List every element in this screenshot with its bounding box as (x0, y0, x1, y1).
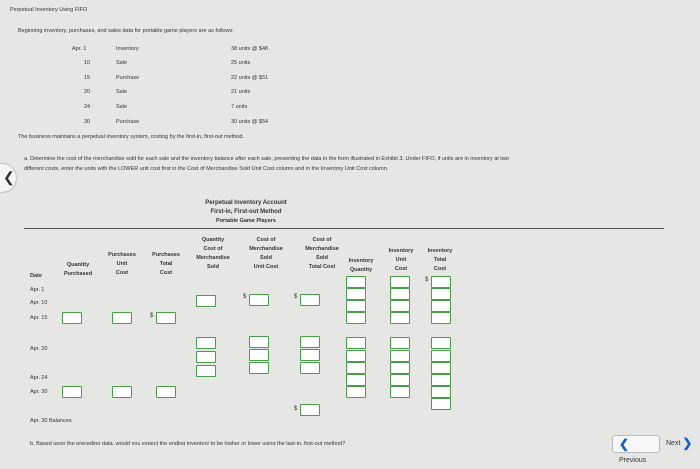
inv-qty-input[interactable] (346, 386, 366, 398)
inv-total-cost-input[interactable] (431, 374, 451, 386)
col-cogs-total-cost-4: Total Cost (308, 264, 336, 270)
cogs-qty-input[interactable] (196, 295, 216, 307)
transaction-type: Purchase (116, 75, 140, 81)
purchase-total-cost-input[interactable] (156, 386, 176, 398)
col-purchase-unit-cost: Purchases (108, 252, 136, 258)
inv-total-cost-input[interactable] (431, 300, 451, 312)
transaction-detail: 38 units @ $48 (231, 46, 269, 52)
inv-qty-input[interactable] (346, 288, 366, 300)
next-button[interactable] (664, 435, 696, 453)
col-inv-unit-cost-3: Cost (394, 266, 408, 272)
inv-qty-input[interactable] (346, 300, 366, 312)
col-qty-purchased-2: Purchased (63, 271, 93, 277)
currency-symbol: $ (294, 406, 298, 412)
cogs-qty-input[interactable] (196, 351, 216, 363)
inv-qty-input[interactable] (346, 276, 366, 288)
col-qty-cogs-2: Cost of (203, 246, 223, 252)
inv-total-cost-input[interactable] (431, 386, 451, 398)
col-inv-total-cost-2: Total (433, 257, 447, 263)
cogs-total-cost-input[interactable] (300, 349, 320, 361)
account-method: First-in, First-out Method (210, 209, 282, 215)
previous-label: Previous (619, 456, 647, 464)
intro-text: Beginning inventory, purchases, and sales data for portable game players are as follows: (18, 28, 234, 34)
cogs-balance-total-input[interactable] (300, 404, 320, 416)
purchase-unit-cost-input[interactable] (112, 312, 132, 324)
previous-button[interactable] (612, 435, 660, 464)
col-inv-total-cost-3: Cost (433, 266, 447, 272)
col-purchase-unit-cost-2: Unit (116, 261, 128, 267)
cogs-total-cost-input[interactable] (300, 362, 320, 374)
cogs-unit-cost-input[interactable] (249, 336, 269, 348)
row-label: Apr. 10 (30, 300, 48, 306)
transaction-detail: 22 units @ $51 (231, 75, 269, 81)
transaction-detail: 7 units (231, 104, 248, 110)
chevron-right-icon: ❯ (682, 436, 693, 450)
inv-unit-cost-input[interactable] (390, 386, 410, 398)
row-label: Apr. 24 (30, 375, 48, 381)
side-collapse-tab[interactable] (0, 164, 16, 192)
chevron-left-icon: ❮ (619, 437, 630, 451)
col-purchase-total-cost-3: Cost (159, 270, 173, 276)
col-inv-total-cost: Inventory (427, 248, 453, 254)
row-label: Apr. 30 Balances (30, 418, 72, 424)
col-inv-qty: Inventory (348, 258, 374, 264)
inv-total-cost-input[interactable] (431, 276, 451, 288)
qty-purchased-input[interactable] (62, 386, 82, 398)
inv-total-cost-input[interactable] (431, 350, 451, 362)
transaction-date: 10 (84, 60, 91, 66)
row-label: Apr. 30 (30, 389, 48, 395)
cogs-unit-cost-input[interactable] (249, 362, 269, 374)
inv-unit-cost-input[interactable] (390, 374, 410, 386)
part-b-question: b. Based upon the preceding data, would you expect the ending inventory to be higher or lower using the last-in, first-out method? (30, 441, 346, 445)
col-date: Date (30, 273, 42, 279)
instruction-line: a. Determine the cost of the merchandise sold for each sale and the inventory balance after each sale, presenting the data in the form illustrated in Exhibit 3. Under FIFO, if units are in inventory at two (24, 156, 509, 162)
transaction-date: 20 (84, 89, 91, 95)
transaction-date: 24 (84, 104, 91, 110)
col-inv-unit-cost: Inventory (388, 248, 414, 254)
currency-symbol: $ (425, 277, 429, 283)
row-label: Apr. 1 (30, 287, 45, 293)
account-title: Perpetual Inventory Account (205, 200, 287, 206)
currency-symbol: $ (243, 294, 247, 300)
cogs-qty-input[interactable] (196, 337, 216, 349)
chevron-left-icon: ❮ (3, 169, 15, 185)
col-purchase-total-cost: Purchases (152, 252, 180, 258)
col-qty-cogs-4: Sold (207, 264, 219, 270)
inv-unit-cost-input[interactable] (390, 288, 410, 300)
purchase-total-cost-input[interactable] (156, 312, 176, 324)
transaction-detail: 25 units (231, 60, 251, 66)
transaction-detail: 30 units @ $54 (231, 119, 269, 125)
col-cogs-unit-cost-2: Merchandise (249, 246, 283, 252)
cogs-unit-cost-input[interactable] (249, 349, 269, 361)
inv-qty-input[interactable] (346, 337, 366, 349)
cogs-total-cost-input[interactable] (300, 336, 320, 348)
inv-unit-cost-input[interactable] (390, 300, 410, 312)
col-cogs-total-cost-3: Sold (316, 255, 328, 261)
col-inv-unit-cost-2: Unit (395, 257, 407, 263)
transaction-detail: 21 units (231, 89, 251, 95)
inv-total-cost-input[interactable] (431, 337, 451, 349)
col-qty-cogs-3: Merchandise (196, 255, 230, 261)
inv-total-cost-input[interactable] (431, 398, 451, 410)
currency-symbol: $ (294, 294, 298, 300)
inv-unit-cost-input[interactable] (390, 337, 410, 349)
transaction-type: Inventory (116, 46, 139, 52)
purchase-unit-cost-input[interactable] (112, 386, 132, 398)
transaction-date: 15 (84, 75, 91, 81)
inv-unit-cost-input[interactable] (390, 276, 410, 288)
col-cogs-total-cost: Cost of (312, 237, 332, 243)
col-inv-qty-2: Quantity (349, 267, 373, 273)
account-item: Portable Game Players (216, 218, 276, 224)
inv-qty-input[interactable] (346, 362, 366, 374)
col-cogs-unit-cost-4: Unit Cost (253, 264, 279, 270)
inv-total-cost-input[interactable] (431, 288, 451, 300)
row-label: Apr. 15 (30, 315, 48, 321)
page-title: Perpetual Inventory Using FIFO (10, 7, 88, 13)
col-cogs-unit-cost-3: Sold (260, 255, 272, 261)
transaction-date: Apr. 1 (72, 46, 87, 52)
col-cogs-unit-cost: Cost of (256, 237, 276, 243)
transaction-type: Purchase (116, 119, 140, 125)
instruction-line: different costs, enter the units with the LOWER unit cost first in the Cost of Merchandise Sold Unit Cost column and in the Inventory Unit Cost column. (24, 166, 389, 172)
transaction-type: Sale (116, 89, 128, 95)
col-purchase-total-cost-2: Total (159, 261, 173, 267)
inv-qty-input[interactable] (346, 312, 366, 324)
inv-qty-input[interactable] (346, 374, 366, 386)
transaction-type: Sale (116, 104, 128, 110)
cogs-total-cost-input[interactable] (300, 294, 320, 306)
col-cogs-total-cost-2: Merchandise (305, 246, 339, 252)
inv-total-cost-input[interactable] (431, 312, 451, 324)
inv-qty-input[interactable] (346, 350, 366, 362)
inv-unit-cost-input[interactable] (390, 362, 410, 374)
inv-total-cost-input[interactable] (431, 362, 451, 374)
cogs-qty-input[interactable] (196, 365, 216, 377)
business-note: The business maintains a perpetual inventory system, costing by the first-in, first-out method. (18, 134, 244, 140)
col-qty-purchased: Quantity (66, 262, 90, 268)
col-purchase-unit-cost-3: Cost (115, 270, 129, 276)
inv-unit-cost-input[interactable] (390, 350, 410, 362)
next-label: Next (666, 439, 681, 447)
col-qty-cogs: Quantity (201, 237, 225, 243)
table-top-rule (24, 228, 664, 229)
currency-symbol: $ (150, 313, 154, 319)
qty-purchased-input[interactable] (62, 312, 82, 324)
inv-unit-cost-input[interactable] (390, 312, 410, 324)
row-label: Apr. 20 (30, 346, 48, 352)
transaction-date: 30 (84, 119, 91, 125)
cogs-unit-cost-input[interactable] (249, 294, 269, 306)
transaction-type: Sale (116, 60, 128, 66)
